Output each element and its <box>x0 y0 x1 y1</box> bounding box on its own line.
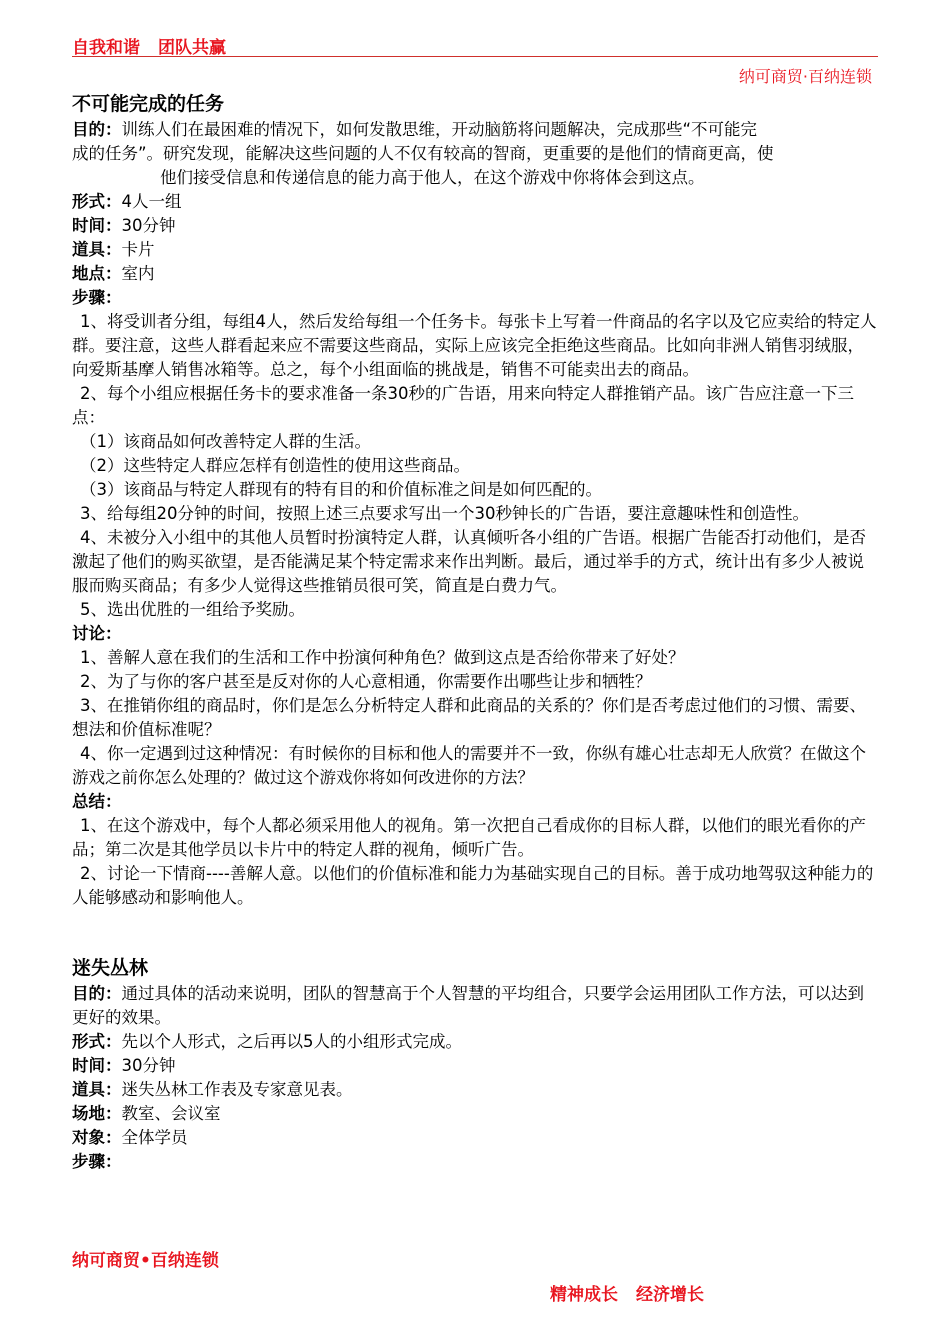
game2-steps-label: 步骤： <box>72 1152 122 1171</box>
step-2-point-3: （3）该商品与特定人群现有的特有目的和价值标准之间是如何匹配的。 <box>80 480 602 499</box>
game1-props <box>72 238 880 262</box>
purpose-text-2: 成的任务”。研究发现，能解决这些问题的人不仅有较高的智商，更重要的是他们的情商更高，使 <box>72 144 774 163</box>
game1-title: 不可能完成的任务 <box>72 93 225 115</box>
header-brand: 纳可商贸·百纳连锁 <box>738 67 872 86</box>
header-slogan <box>72 33 244 58</box>
game2-time <box>72 1054 880 1078</box>
props-label: 道具： <box>72 1080 122 1099</box>
game2-title: 迷失丛林 <box>72 957 149 979</box>
step-2-point-1: （1）该商品如何改善特定人群的生活。 <box>80 432 371 451</box>
game1-time <box>72 214 880 238</box>
time-label: 时间： <box>72 1056 122 1075</box>
form-label: 形式： <box>72 192 122 211</box>
game1-form <box>72 190 880 214</box>
discussion-q4: 4、你一定遇到过这种情况：有时候你的目标和他人的需要并不一致，你纵有雄心壮志却无人欣赏？在做这个游戏之前你怎么处理的？做过这个游戏你将如何改进你的方法？ <box>72 744 866 787</box>
discussion-q1: 1、善解人意在我们的生活和工作中扮演何种角色？做到这点是否给你带来了好处？ <box>80 648 685 667</box>
place-label: 场地： <box>72 1104 122 1123</box>
props-label: 道具： <box>72 240 122 259</box>
footer-brand: 纳可商贸•百纳连锁 <box>72 1251 219 1271</box>
game2-props <box>72 1078 880 1102</box>
form-label: 形式： <box>72 1032 122 1051</box>
discussion-label: 讨论： <box>72 624 122 643</box>
step-4: 4、未被分入小组中的其他人员暂时扮演特定人群，认真倾听各小组的广告语。根据广告能否打动他们，是否激起了他们的购买欲望，是否能满足某个特定需求来作出判断。最后，通过举手的方式，统计出有多少人被说服而购买商品；有多少人觉得这些推销员很可笑，简直是白费力气。 <box>72 528 866 595</box>
time-value: 30分钟 <box>121 216 176 235</box>
header-divider <box>72 56 878 57</box>
steps-label: 步骤： <box>72 288 122 307</box>
footer-slogan-economy: 经济增长 <box>636 1285 704 1305</box>
footer-slogan-spirit: 精神成长 <box>550 1285 618 1305</box>
step-5: 5、选出优胜的一组给予奖励。 <box>80 600 305 619</box>
discussion-q3: 3、在推销你组的商品时，你们是怎么分析特定人群和此商品的关系的？你们是否考虑过他们的习惯、需要、想法和价值标准呢？ <box>72 696 866 739</box>
place-label: 地点： <box>72 264 122 283</box>
props-value: 迷失丛林工作表及专家意见表。 <box>121 1080 353 1099</box>
form-value: 4人一组 <box>121 192 182 211</box>
step-2-point-2: （2）这些特定人群应怎样有创造性的使用这些商品。 <box>80 456 470 475</box>
header-slogan-team-win: 团队共赢 <box>158 38 226 58</box>
summary-1: 1、在这个游戏中，每个人都必须采用他人的视角。第一次把自己看成你的目标人群，以他们的眼光看你的产品；第二次是其他学员以卡片中的特定人群的视角，倾听广告。 <box>72 816 866 859</box>
summary-label: 总结： <box>72 792 122 811</box>
footer-slogan <box>550 1280 722 1305</box>
purpose-label: 目的： <box>72 984 122 1003</box>
step-3: 3、给每组20分钟的时间，按照上述三点要求写出一个30秒钟长的广告语，要注意趣味性和创造性。 <box>80 504 809 523</box>
step-2: 2、每个小组应根据任务卡的要求准备一条30秒的广告语，用来向特定人群推销产品。该广告应注意一下三点： <box>72 384 854 427</box>
game2-target <box>72 1126 880 1150</box>
game2-place <box>72 1102 880 1126</box>
game2-form <box>72 1030 880 1054</box>
game1-purpose <box>72 118 880 142</box>
purpose-text-1: 训练人们在最困难的情况下，如何发散思维，开动脑筋将问题解决，完成那些“不可能完 <box>121 120 758 139</box>
purpose-label: 目的： <box>72 120 122 139</box>
target-label: 对象： <box>72 1128 122 1147</box>
time-label: 时间： <box>72 216 122 235</box>
target-value: 全体学员 <box>121 1128 188 1147</box>
place-value: 室内 <box>121 264 155 283</box>
purpose-text: 通过具体的活动来说明，团队的智慧高于个人智慧的平均组合，只要学会运用团队工作方法，可以达到更好的效果。 <box>72 984 864 1027</box>
time-value: 30分钟 <box>121 1056 176 1075</box>
game2-purpose <box>72 982 880 1030</box>
summary-2: 2、讨论一下情商----善解人意。以他们的价值标准和能力为基础实现自己的目标。善于成功地驾驭这种能力的人能够感动和影响他人。 <box>72 864 874 907</box>
purpose-text-3: 他们接受信息和传递信息的能力高于他人，在这个游戏中你将体会到这点。 <box>160 168 705 187</box>
props-value: 卡片 <box>121 240 155 259</box>
form-value: 先以个人形式，之后再以5人的小组形式完成。 <box>121 1032 462 1051</box>
step-1: 1、将受训者分组，每组4人，然后发给每组一个任务卡。每张卡上写着一件商品的名字以及它应卖给的特定人群。要注意，这些人群看起来应不需要这些商品，实际上应该完全拒绝这些商品。比如向非洲人销售羽绒服，向爱斯基摩人销售冰箱等。总之，每个小组面临的挑战是，销售不可能卖出去的商品。 <box>72 312 877 379</box>
header-slogan-self-harmony: 自我和谐 <box>72 38 140 58</box>
game1-place <box>72 262 880 286</box>
document-body <box>72 90 880 1174</box>
place-value: 教室、会议室 <box>121 1104 221 1123</box>
discussion-q2: 2、为了与你的客户甚至是反对你的人心意相通，你需要作出哪些让步和牺牲？ <box>80 672 652 691</box>
